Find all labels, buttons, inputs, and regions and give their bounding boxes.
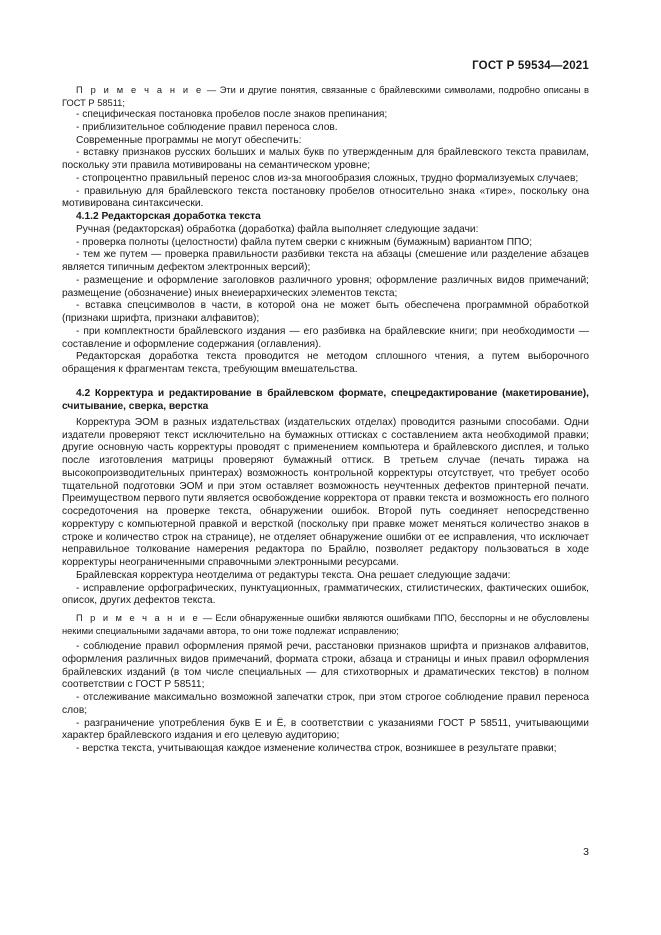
paragraph: - вставку признаков русских больших и малых букв по утвержденным для брайлевского текста правилам, поскольку эти правила мотивированы на семантическом уровне; <box>62 147 589 171</box>
paragraph: - стопроцентно правильный перенос слов из-за многообразия сложных, трудно формализуемых случаев; <box>76 172 579 184</box>
paragraph: - отслеживание максимально возможной запечатки строк, при этом строгое соблюдение правил переноса слов; <box>62 692 589 716</box>
section-heading-4-2: 4.2 Корректура и редактирование в брайлевском формате, спецредактирование (макетирование), считывание, сверка, верстка <box>62 387 589 412</box>
note-text: — Если обнаруженные ошибки являются ошибками ППО, бесспорны и не обусловлены некими специальными задачами автора, то они тоже подлежат исправлению; <box>62 613 589 636</box>
paragraph: Брайлевская корректура неотделима от редактуры текста. Она решает следующие задачи: <box>76 569 511 581</box>
paragraph: - соблюдение правил оформления прямой речи, расстановки признаков шрифта и признаков алфавитов, оформления различных видов примечаний, формата строки, абзаца и страницы и иных правил оформления брайлевских изданий (в том числе специальных — для стихотворных и драматических текстов) в полном соответствии с ГОСТ Р 58511; <box>62 641 589 691</box>
paragraph: - правильную для брайлевского текста постановку пробелов относительно знака «тире», поскольку она мотивирована синтаксически. <box>62 185 589 210</box>
note-text: — Эти и другие понятия, связанные с брайлевскими символами, подробно описаны в ГОСТ Р 58511; <box>62 85 590 108</box>
note-label: П р и м е ч а н и е <box>76 85 204 95</box>
paragraph: - разграничение употребления букв Е и Ё, в соответствии с указаниями ГОСТ Р 58511, учитывающими характер брайлевского издания и его целевую аудиторию; <box>62 717 589 742</box>
note-paragraph <box>62 612 589 637</box>
paragraph: Редакторская доработка текста проводится не методом сплошного чтения, а путем выборочного обращения к фрагментам текста, требующим вмешательства. <box>62 351 589 375</box>
paragraph: - проверка полноты (целостности) файла путем сверки с книжным (бумажным) вариантом ППО; <box>76 236 533 248</box>
paragraph: Корректура ЭОМ в разных издательствах (издательских отделах) проводится разными способами. Одни издатели проверяют текст исключительно на бумажных оттисках с составлением акта необходимой правки; другие основную часть корректуры проводят с применением компьютера и брайлевского дисплея, и только после изготовления матрицы проверяют бумажный оттиск. В третьем случае (печать тиража на высокопроизводительных принтерах) возможность контрольной корректуры отсутствует, что требует особо тщательной подготовки ЭОМ и при этом оставляет возможность неучтенных дефектов принтерной печати. Преимуществом первого пути является освобождение корректора от правки текста и возможность его полного сосредоточения на проверке текста, обнаружении ошибок. Второй путь соединяет непосредственно корректуру с компьютерной правкой и версткой (поскольку при правке может меняться количество знаков в строке и количество строк на странице), не отделяет обнаружение ошибки от ее исправления, что исключает неправильное толкование намерения редактора по Брайлю, позволяет редактору пользоваться в ходе корректуры неограниченными справочными электронными ресурсами. <box>62 416 589 568</box>
paragraph: Ручная (редакторская) обработка (доработка) файла выполняет следующие задачи: <box>76 223 479 235</box>
page-number: 3 <box>583 846 589 858</box>
paragraph: - исправление орфографических, пунктуационных, грамматических, стилистических, фактических ошибок, описок, других дефектов текста. <box>62 582 589 607</box>
section-heading-4-1-2: 4.1.2 Редакторская доработка текста <box>76 211 261 222</box>
note-paragraph <box>62 84 589 109</box>
paragraph: - специфическая постановка пробелов после знаков препинания; <box>76 109 388 120</box>
page-content <box>62 84 589 756</box>
paragraph: - приблизительное соблюдение правил переноса слов. <box>76 121 338 133</box>
note-label: П р и м е ч а н и е <box>76 613 200 623</box>
paragraph: - вставка спецсимволов в части, в которой она не может быть обеспечена программной обработкой (признаки шрифта, признаки алфавитов); <box>62 300 589 324</box>
paragraph: Современные программы не могут обеспечить: <box>76 134 302 146</box>
paragraph: - размещение и оформление заголовков различного уровня; оформление различных видов примечаний; размещение (обозначение) иных внеиерархических элементов текста; <box>62 274 589 299</box>
paragraph: - тем же путем — проверка правильности разбивки текста на абзацы (смешение или разделение абзацев является типичным дефектом электронных версий); <box>62 249 589 273</box>
paragraph: - верстка текста, учитывающая каждое изменение количества строк, возникшее в результате правки; <box>76 743 557 754</box>
standard-designation: ГОСТ Р 59534—2021 <box>472 60 589 72</box>
paragraph: - при комплектности брайлевского издания — его разбивка на брайлевские книги; при необходимости — составление и оформление содержания (оглавления). <box>62 325 589 350</box>
